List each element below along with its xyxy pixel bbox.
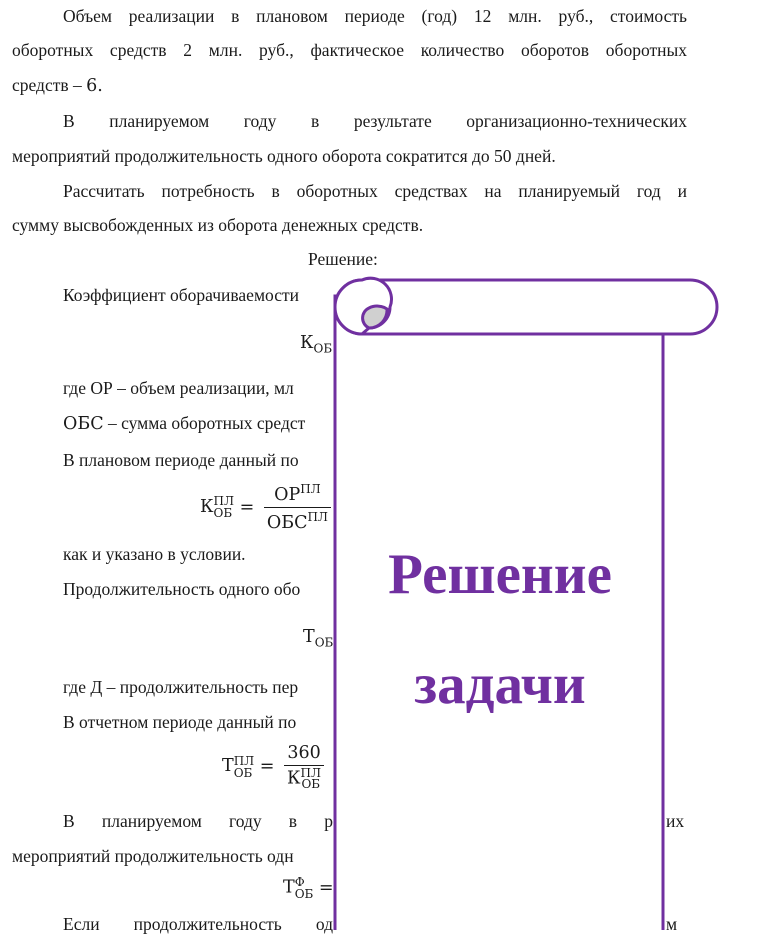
task-line: мероприятий продолжительность одного оборота сократится до 50 дней.: [12, 146, 556, 166]
solution-line-end: их: [666, 811, 685, 831]
solution-line: Если продолжительность од: [63, 914, 333, 934]
task-line: средств – 6.: [12, 75, 103, 96]
solution-line: мероприятий продолжительность одн: [12, 846, 294, 866]
task-line: сумму высвобожденных из оборота денежных средств.: [12, 215, 424, 235]
solution-line: В планируемом году в р: [63, 811, 333, 831]
banner-title-line1: Решение: [388, 543, 612, 606]
solution-line: В отчетном периоде данный по: [63, 712, 297, 732]
task-line: Объем реализации в плановом периоде (год) 12 млн. руб., стоимость: [63, 6, 687, 26]
solution-line: как и указано в условии.: [63, 544, 246, 564]
formula-turnover-duration: $Т_{ОБ}$: [303, 627, 334, 650]
scroll-top-roll: [335, 280, 717, 334]
formula-plan-coefficient: К ПЛ ОБ = $\frac{ОР^{ПЛ}}{ОБС^{ПЛ}}$: [200, 482, 355, 533]
task-line: оборотных средств 2 млн. руб., фактическое количество оборотов оборотных: [12, 40, 687, 60]
solution-line: где Д – продолжительность пер: [63, 677, 299, 697]
banner-title-line2: задачи: [414, 653, 586, 716]
formula-turnover-coefficient: $К_{ОБ}$: [300, 333, 333, 356]
scroll-body: [335, 296, 663, 930]
formula-plan-duration: Т ПЛ ОБ = 360 К ПЛ ОБ: [222, 743, 348, 790]
solution-line: где ОР – объем реализации, мл: [63, 378, 294, 398]
solution-line: Продолжительность одного обо: [63, 579, 301, 599]
solution-line-end: м: [666, 914, 678, 934]
task-line: Рассчитать потребность в оборотных средствах на планируемый год и: [63, 181, 687, 201]
solution-heading: Решение:: [308, 249, 378, 269]
formula-actual-duration: Т Ф ОБ =: [283, 875, 334, 901]
task-line: В планируемом году в результате организационно-технических: [63, 111, 687, 131]
solution-line: Коэффициент оборачиваемости: [63, 285, 299, 305]
solution-line: ОБС – сумма оборотных средст: [63, 413, 306, 434]
solution-line: В плановом периоде данный по: [63, 450, 299, 470]
